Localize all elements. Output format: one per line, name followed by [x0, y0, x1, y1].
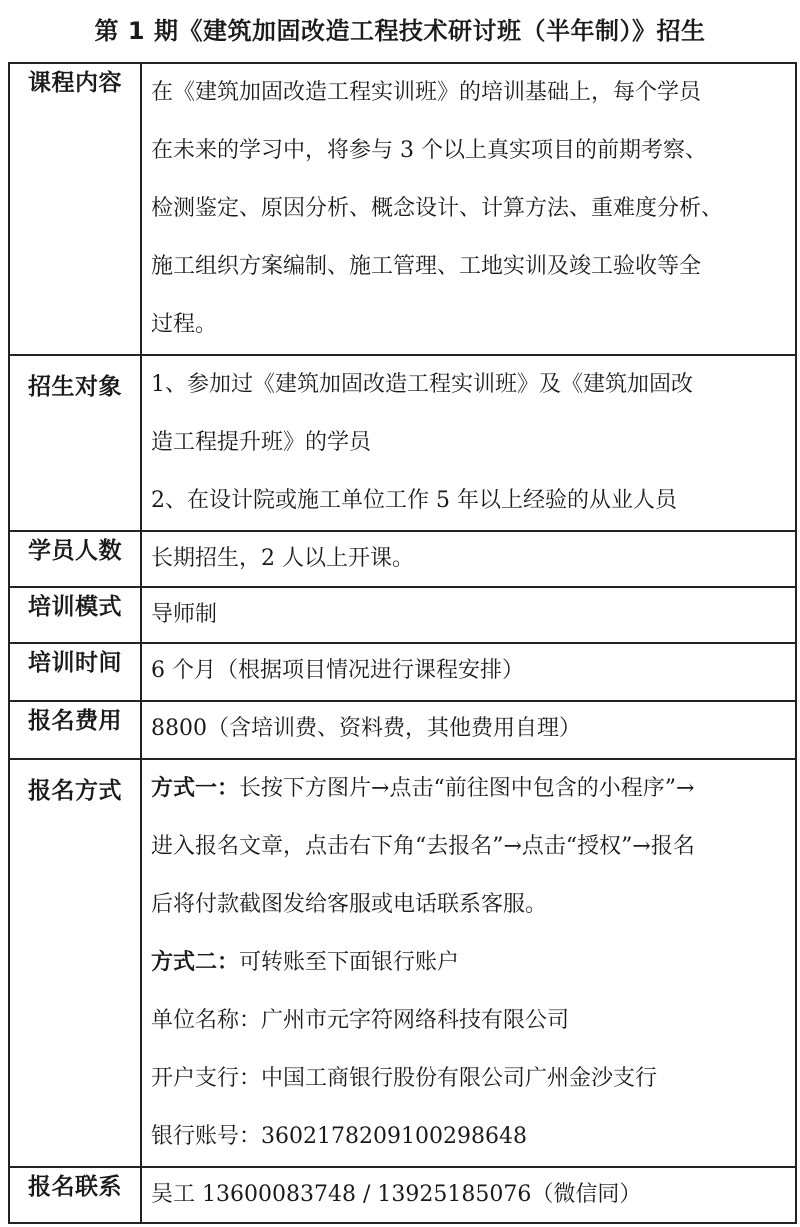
content-line: 施工组织方案编制、施工管理、工地实训及竣工验收等全	[151, 254, 702, 279]
table-row-target-audience	[9, 355, 796, 531]
table-row-course-content	[9, 63, 796, 355]
bank-branch-line	[151, 1050, 789, 1108]
row-label: 课程内容	[9, 63, 141, 355]
row-content	[141, 355, 796, 531]
content-line: 后将付款截图发给客服或电话联系客服。	[151, 892, 548, 917]
row-content	[141, 701, 796, 759]
content-line: 长期招生，2 人以上开课。	[151, 546, 414, 571]
account-number-line	[151, 1108, 789, 1166]
page-title: 第 1 期《建筑加固改造工程技术研讨班（半年制）》招生	[94, 17, 706, 45]
row-content	[141, 587, 796, 643]
contact-line: 吴工 13600083748 / 13925185076（微信同）	[151, 1182, 642, 1207]
bank-branch-value: 中国工商银行股份有限公司广州金沙支行	[261, 1066, 658, 1091]
row-label: 培训模式	[9, 587, 141, 643]
row-content	[141, 1167, 796, 1223]
content-line: 2、在设计院或施工单位工作 5 年以上经验的从业人员	[151, 488, 677, 513]
method-one-line	[151, 760, 789, 818]
account-name-line	[151, 992, 789, 1050]
account-name-label: 单位名称：	[151, 1008, 262, 1033]
row-label: 培训时间	[9, 643, 141, 701]
method-two-heading: 方式二：	[151, 950, 240, 975]
enrollment-info-table	[8, 62, 797, 1224]
row-label: 报名费用	[9, 701, 141, 759]
table-row-registration-method	[9, 759, 796, 1167]
row-content	[141, 63, 796, 355]
account-name-value: 广州市元字符网络科技有限公司	[261, 1008, 570, 1033]
row-content	[141, 643, 796, 701]
row-content	[141, 759, 796, 1167]
bank-branch-label: 开户支行：	[151, 1066, 262, 1091]
content-line: 导师制	[151, 602, 218, 627]
method-two-text: 可转账至下面银行账户	[239, 950, 460, 975]
content-line: 1、参加过《建筑加固改造工程实训班》及《建筑加固改	[151, 372, 693, 397]
method-one-text: 长按下方图片→点击“前往图中包含的小程序”→	[239, 776, 695, 801]
content-line: 过程。	[151, 312, 218, 337]
table-row-student-count	[9, 531, 796, 587]
table-row-fee	[9, 701, 796, 759]
account-number-value: 3602178209100298648	[261, 1124, 527, 1149]
row-label: 报名方式	[9, 759, 141, 1167]
table-row-training-mode	[9, 587, 796, 643]
row-label: 招生对象	[9, 355, 141, 531]
row-label: 学员人数	[9, 531, 141, 587]
content-line: 在未来的学习中，将参与 3 个以上真实项目的前期考察、	[151, 138, 707, 163]
row-content	[141, 531, 796, 587]
content-line: 在《建筑加固改造工程实训班》的培训基础上，每个学员	[151, 80, 702, 105]
method-two-line	[151, 934, 789, 992]
table-row-training-time	[9, 643, 796, 701]
content-line: 进入报名文章，点击右下角“去报名”→点击“授权”→报名	[151, 834, 695, 859]
table-row-contact	[9, 1167, 796, 1223]
content-line: 6 个月（根据项目情况进行课程安排）	[151, 658, 524, 683]
content-line: 8800（含培训费、资料费，其他费用自理）	[151, 716, 581, 741]
method-one-heading: 方式一：	[151, 776, 240, 801]
row-label: 报名联系	[9, 1167, 141, 1223]
account-number-label: 银行账号：	[151, 1124, 262, 1149]
content-line: 造工程提升班》的学员	[151, 430, 372, 455]
content-line: 检测鉴定、原因分析、概念设计、计算方法、重难度分析、	[151, 196, 724, 221]
